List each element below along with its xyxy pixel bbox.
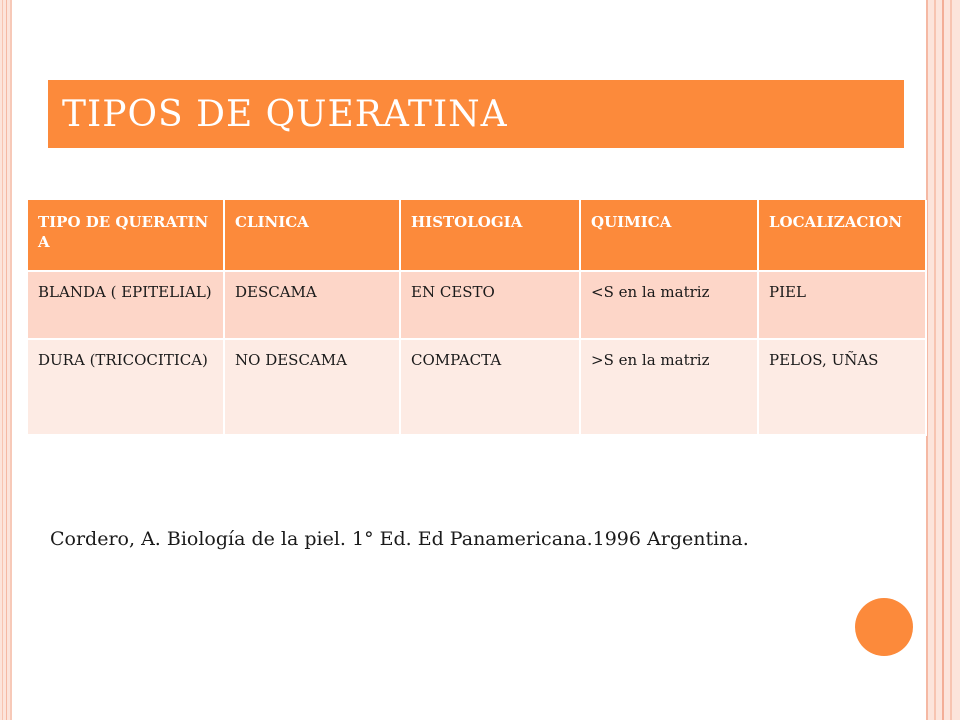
header-localizacion: LOCALIZACION	[758, 200, 926, 271]
title-bar	[48, 80, 904, 148]
cell-histologia: COMPACTA	[400, 339, 580, 435]
cell-tipo: DURA (TRICOCITICA)	[28, 339, 224, 435]
table-row	[28, 271, 926, 339]
cell-tipo: BLANDA ( EPITELIAL)	[28, 271, 224, 339]
header-clinica: CLINICA	[224, 200, 400, 271]
cell-localizacion: PELOS, UÑAS	[758, 339, 926, 435]
header-tipo: TIPO DE QUERATINA	[28, 200, 224, 271]
left-decorative-border	[0, 0, 14, 720]
table-row	[28, 339, 926, 435]
keratin-types-table	[28, 200, 927, 436]
citation: Cordero, A. Biología de la piel. 1° Ed. Ed Panamericana.1996 Argentina.	[50, 528, 749, 550]
table-header-row	[28, 200, 926, 271]
cell-clinica: DESCAMA	[224, 271, 400, 339]
decorative-circle	[855, 598, 913, 656]
cell-quimica: >S en la matriz	[580, 339, 758, 435]
header-quimica: QUIMICA	[580, 200, 758, 271]
slide-title: TIPOS DE QUERATINA	[62, 93, 508, 135]
cell-localizacion: PIEL	[758, 271, 926, 339]
cell-clinica: NO DESCAMA	[224, 339, 400, 435]
header-histologia: HISTOLOGIA	[400, 200, 580, 271]
cell-quimica: <S en la matriz	[580, 271, 758, 339]
cell-histologia: EN CESTO	[400, 271, 580, 339]
